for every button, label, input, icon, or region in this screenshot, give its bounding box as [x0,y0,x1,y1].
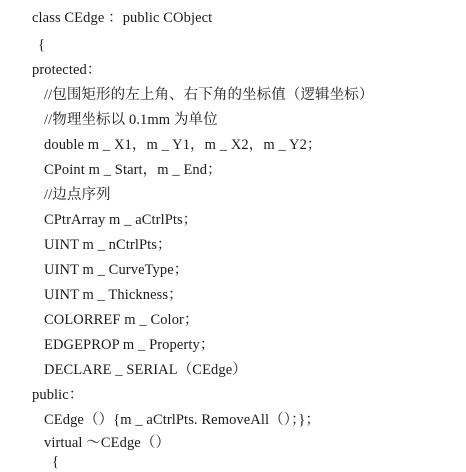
protected-label-line: protected： [32,62,102,78]
member-color-line: COLORREF m _ Color； [44,312,199,328]
member-points-line: CPoint m _ Start，m _ End； [44,162,222,178]
declare-serial-line: DECLARE _ SERIAL（CEdge） [44,362,247,378]
open-brace-line: { [38,37,46,53]
member-coords-line: double m _ X1，m _ Y1，m _ X2，m _ Y2； [44,137,322,153]
destructor-open-brace-line: { [52,454,60,470]
member-thickness-line: UINT m _ Thickness； [44,287,183,303]
class-declaration-line: class CEdge ：public CObject [32,10,213,26]
member-ctrlpts-array-line: CPtrArray m _ aCtrlPts； [44,212,198,228]
destructor-line: virtual ～CEdge（） [44,435,171,451]
comment-line-physical-coords: //物理坐标以 0.1mm 为单位 [44,112,218,128]
comment-line-edge-points: //边点序列 [44,187,111,203]
member-curvetype-line: UINT m _ CurveType； [44,262,189,278]
comment-line-bounding-rect: //包围矩形的左上角、右下角的坐标值（逻辑坐标） [44,87,374,103]
member-nctrlpts-line: UINT m _ nCtrlPts； [44,237,172,253]
public-label-line: public： [32,387,84,403]
member-property-line: EDGEPROP m _ Property； [44,337,215,353]
constructor-line: CEdge（）{m _ aCtrlPts. RemoveAll（）；}； [44,412,321,428]
